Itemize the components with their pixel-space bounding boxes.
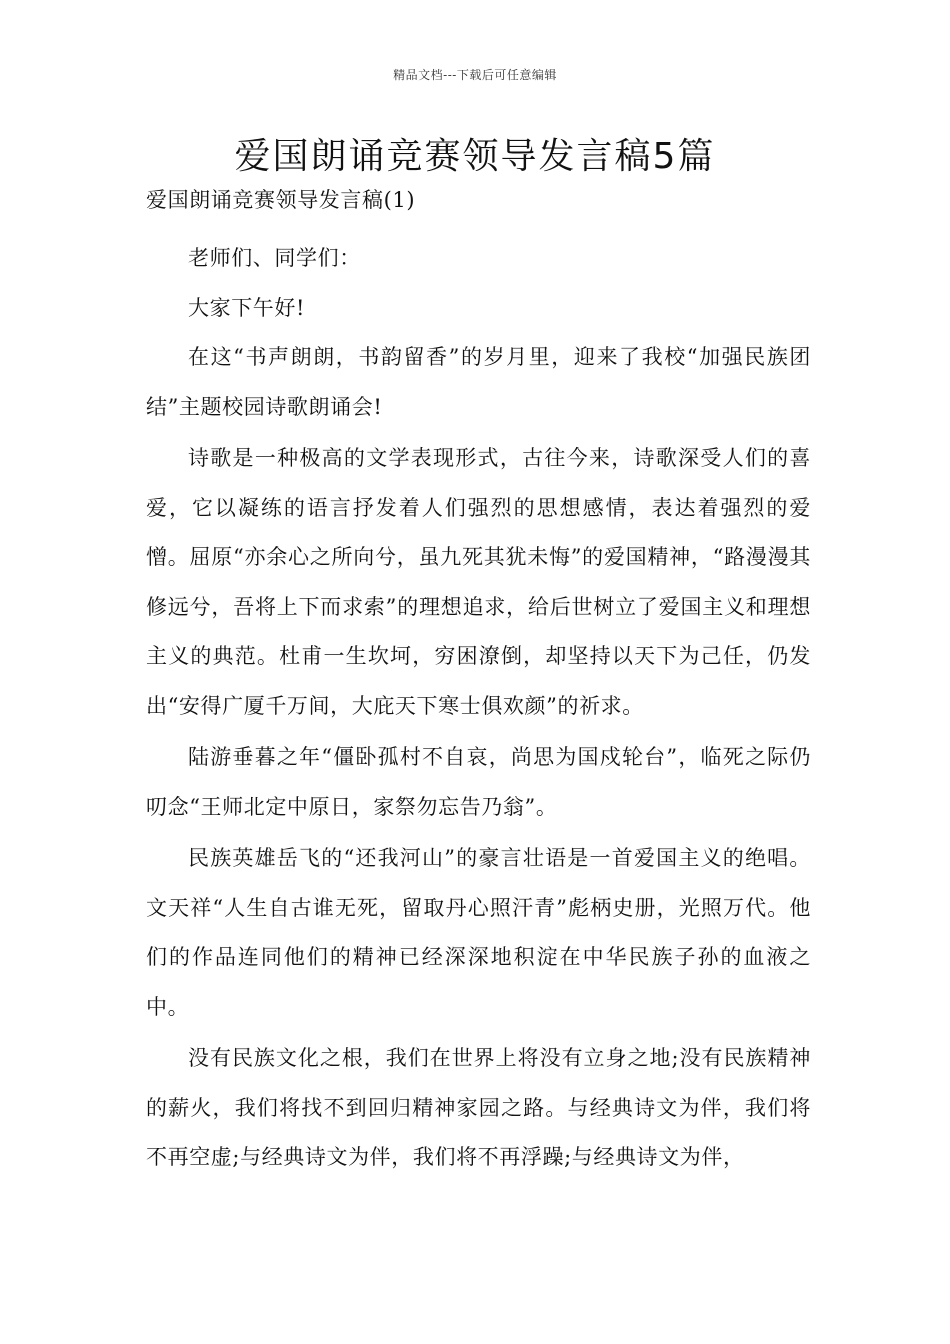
paragraph-opening: 在这“书声朗朗，书韵留香”的岁月里，迎来了我校“加强民族团结”主题校园诗歌朗诵会! [146, 345, 811, 419]
document-title: 爱国朗诵竞赛领导发言稿5篇 [234, 136, 716, 177]
paragraph-culture: 没有民族文化之根，我们在世界上将没有立身之地;没有民族精神的薪火，我们将找不到回归精神家园之路。与经典诗文为伴，我们将不再空虚;与经典诗文为伴，我们将不再浮躁;与经典诗文为伴， [146, 1046, 811, 1169]
paragraph-luyou: 陆游垂暮之年“僵卧孤村不自哀，尚思为国戍轮台”，临死之际仍叨念“王师北定中原日，家祭勿忘告乃翁”。 [146, 745, 811, 819]
paragraph-salutation: 大家下午好! [188, 295, 306, 320]
paragraph-greeting: 老师们、同学们： [188, 246, 361, 270]
page-header: 精品文档---下载后可任意编辑 [393, 68, 557, 82]
paragraph-poetry: 诗歌是一种极高的文学表现形式，古往今来，诗歌深受人们的喜爱，它以凝练的语言抒发着人们强烈的思想感情，表达着强烈的爱憎。屈原“亦余心之所向兮，虽九死其犹未悔”的爱国精神，“路漫漫其修远兮，吾将上下而求索”的理想追求，给后世树立了爱国主义和理想主义的典范。杜甫一生坎坷，穷困潦倒，却坚持以天下为己任，仍发出“安得广厦千万间，大庇天下寒士俱欢颜”的祈求。 [146, 446, 811, 718]
document-subtitle: 爱国朗诵竞赛领导发言稿(1) [146, 188, 416, 212]
document-body [146, 186, 811, 1183]
paragraph-yuefei: 民族英雄岳飞的“还我河山”的豪言壮语是一首爱国主义的绝唱。文天祥“人生自古谁无死，留取丹心照汗青”彪柄史册，光照万代。他们的作品连同他们的精神已经深深地积淀在中华民族子孙的血液之中。 [146, 846, 811, 1019]
